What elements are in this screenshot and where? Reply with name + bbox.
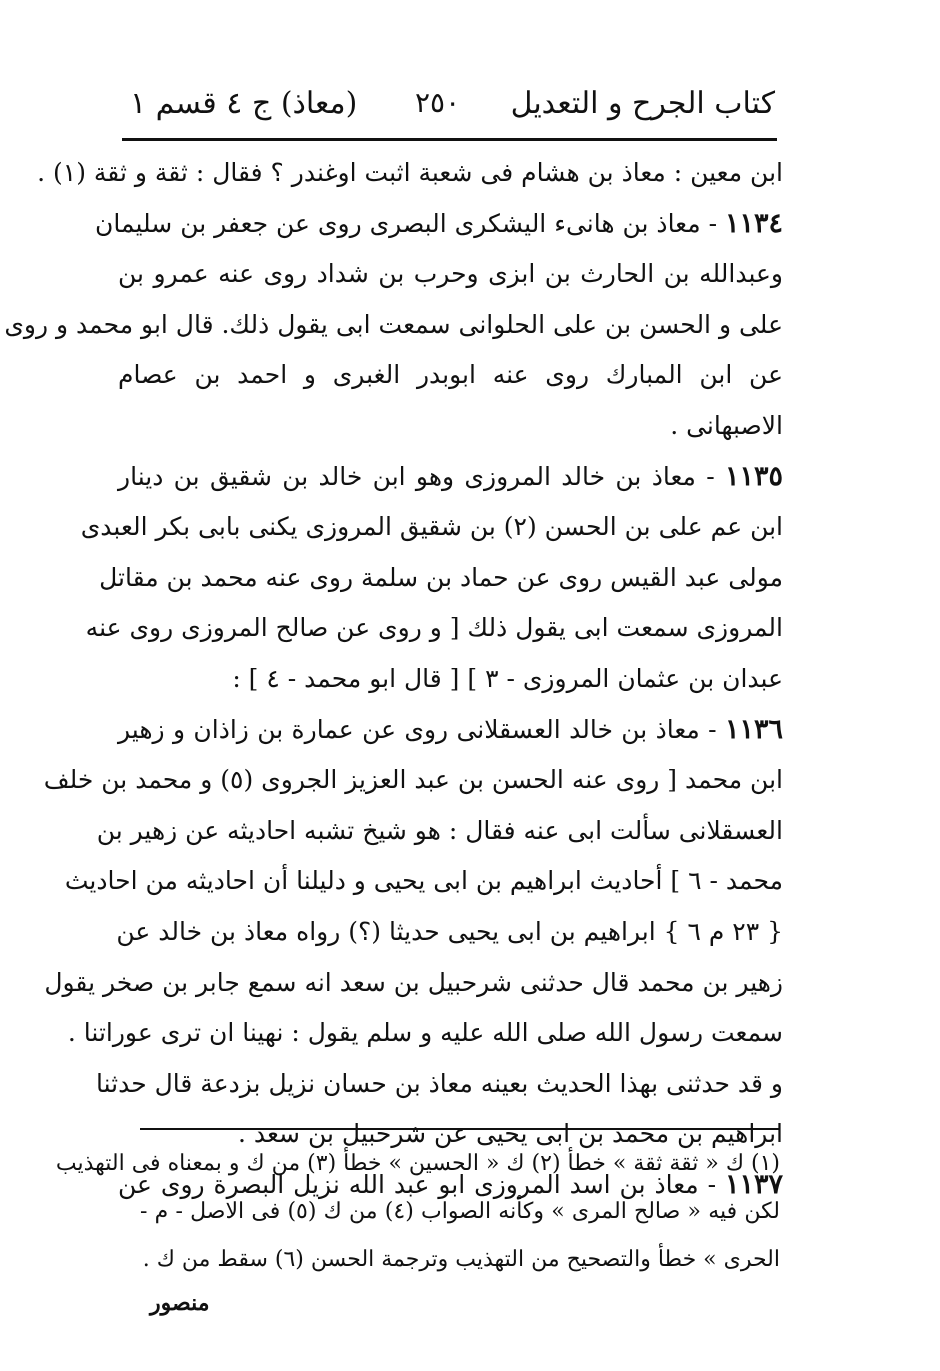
book-title: كتاب الجرح و التعديل bbox=[510, 86, 775, 121]
line-text: ابن محمد [ روى عنه الحسن بن عبد العزيز الجروى (٥) و محمد بن خلف bbox=[43, 765, 783, 795]
line-text: { ٢٣ م ٦ } ابراهيم بن ابى يحيى حديثا (؟) رواه معاذ بن خالد عن bbox=[116, 916, 783, 946]
footnote-line: لكن فيه « صالح المرى » وكأنه الصواب (٤) من ك (٥) فى الاصل - م - bbox=[140, 1199, 780, 1224]
footnotes bbox=[55, 1140, 780, 1284]
text-line bbox=[118, 907, 783, 958]
line-text: المروزى سمعت ابى يقول ذلك [ و روى عن صالح المروزى روى عنه bbox=[85, 613, 783, 643]
line-text: سمعت رسول الله صلى الله عليه و سلم يقول : نهينا ان ترى عوراتنا . bbox=[67, 1018, 783, 1048]
text-line bbox=[95, 199, 783, 250]
line-text: مولى عبد القيس روى عن حماد بن سلمة روى عنه محمد بن مقاتل bbox=[99, 562, 783, 592]
footnote-line: (١) ك « ثقة ثقة » خطأ (٢) ك « الحسين » خطأ (٣) من ك و بمعناه فى التهذيب bbox=[55, 1151, 780, 1176]
text-line bbox=[118, 350, 783, 401]
text-line bbox=[96, 806, 783, 857]
text-line bbox=[37, 148, 783, 199]
text-line bbox=[118, 401, 783, 452]
line-text: العسقلانى سألت ابى عنه فقال : هو شيخ تشبه احاديثه عن زهير بن bbox=[96, 815, 783, 845]
footnote-line: الحرى » خطأ والتصحيح من التهذيب وترجمة الحسن (٦) سقط من ك . bbox=[142, 1247, 780, 1272]
line-text: - معاذ بن هانىء اليشكرى البصرى روى عن جعفر بن سليمان bbox=[95, 208, 725, 238]
text-line bbox=[118, 452, 783, 503]
text-line bbox=[64, 856, 783, 907]
text-line bbox=[4, 300, 783, 351]
text-line bbox=[118, 654, 783, 705]
line-text: - معاذ بن اسد المروزى ابو عبد الله نزيل البصرة روى عن bbox=[118, 1169, 725, 1199]
page-header bbox=[130, 86, 775, 134]
line-text: زهير بن محمد قال حدثنى شرحبيل بن سعد انه سمع جابر بن صخر يقول bbox=[44, 967, 783, 997]
line-text: على و الحسن بن على الحلوانى سمعت ابى يقول ذلك. قال ابو محمد و روى bbox=[4, 309, 783, 339]
volume-label: (معاذ) ج ٤ قسم ١ bbox=[130, 86, 358, 121]
line-text: وعبدالله بن الحارث بن ابزى وحرب بن شداد روى عنه عمرو بن bbox=[118, 259, 783, 289]
line-text: الاصبهانى . bbox=[670, 410, 783, 440]
line-text: و قد حدثنى بهذا الحديث بعينه معاذ بن حسان نزيل بزدعة قال حدثنا bbox=[95, 1068, 783, 1098]
text-line bbox=[99, 553, 783, 604]
page-number: ٢٥٠ bbox=[415, 86, 461, 119]
line-text: ابن معين : معاذ بن هشام فى شعبة اثبت اوغندر ؟ فقال : ثقة و ثقة (١) . bbox=[37, 158, 783, 187]
line-text: ابراهيم بن محمد بن ابى يحيى عن شرحبيل بن سعد . bbox=[237, 1119, 783, 1149]
text-line bbox=[43, 755, 783, 806]
text-line bbox=[118, 705, 783, 756]
body-text bbox=[4, 148, 783, 1210]
text-line bbox=[95, 1059, 783, 1110]
entry-number: ١١٣٧ bbox=[724, 1168, 783, 1200]
entry-number: ١١٣٦ bbox=[724, 713, 783, 745]
text-line bbox=[44, 958, 783, 1009]
entry-number: ١١٣٤ bbox=[724, 207, 783, 239]
text-line bbox=[85, 603, 783, 654]
entry-number: ١١٣٥ bbox=[724, 460, 783, 492]
line-text: محمد - ٦ ] أحاديث ابراهيم بن ابى يحيى و دليلنا أن احاديثه من احاديث bbox=[64, 866, 783, 896]
text-line bbox=[118, 249, 783, 300]
printer-signature: منصور bbox=[150, 1290, 210, 1316]
header-rule bbox=[122, 138, 777, 141]
line-text: - معاذ بن خالد المروزى وهو ابن خالد بن شقيق بن دينار bbox=[118, 461, 725, 491]
footnote-rule bbox=[140, 1128, 780, 1130]
text-line bbox=[67, 1008, 783, 1059]
line-text: عبدان بن عثمان المروزى - ٣ ] [ قال ابو محمد - ٤ ] : bbox=[232, 663, 783, 693]
line-text: - معاذ بن خالد العسقلانى روى عن عمارة بن زاذان و زهير bbox=[118, 714, 725, 744]
text-line bbox=[80, 502, 783, 553]
line-text: ابن عم على بن الحسن (٢) بن شقيق المروزى يكنى بابى بكر العبدى bbox=[80, 512, 783, 542]
line-text: عن ابن المبارك روى عنه ابوبدر الغبرى و احمد بن عصام bbox=[118, 360, 783, 390]
